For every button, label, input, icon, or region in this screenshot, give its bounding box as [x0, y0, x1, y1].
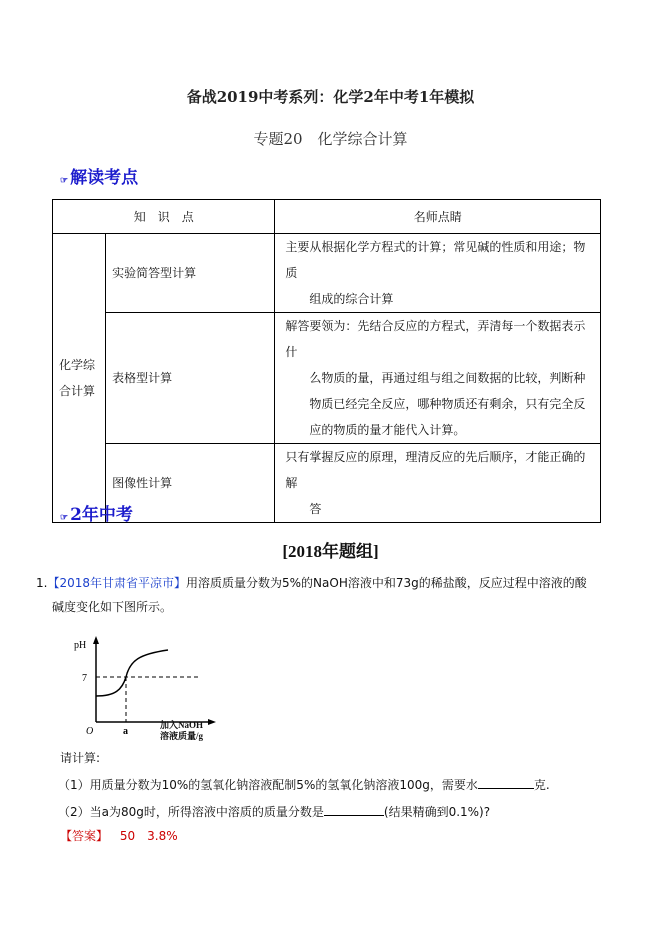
answer-values: 50 3.8% — [119, 829, 178, 843]
tip-rest: 组成的综合计算 — [309, 292, 394, 306]
tip-line: 主要从根据化学方程式的计算；常见碱的性质和用途；物质 — [285, 240, 586, 280]
tip-line: 只有掌握反应的原理，理清反应的先后顺序，才能正确的解 — [285, 450, 586, 490]
question-line: 用溶质质量分数为5%的NaOH溶液中和73g的稀盐酸，反应过程中溶液的酸 — [186, 576, 587, 590]
page-subtitle: 专题20 化学综合计算 — [253, 130, 408, 148]
origin-label: O — [86, 726, 94, 734]
sub-question-1 — [58, 773, 550, 797]
table-row — [53, 444, 601, 523]
sub-question-text: 克. — [533, 778, 550, 792]
section-heading-text: 解读考点 — [70, 168, 139, 188]
x-axis-label-line: 溶液质量/g — [160, 731, 204, 741]
category-cell: 化学综合计算 — [53, 234, 106, 523]
answer-blank-2[interactable] — [324, 803, 384, 816]
x-axis-label — [160, 720, 203, 742]
tip-cell — [275, 234, 601, 313]
pointing-hand-icon: ☞ — [60, 513, 69, 523]
section-heading-text: 2年中考 — [70, 505, 133, 525]
tip-rest: 么物质的量，再通过组与组之间数据的比较，判断种物质已经完全反应，哪种物质还有剩余，只有完全反应的物质的量才能代入计算。 — [309, 371, 586, 437]
header-tips: 名师点睛 — [275, 200, 601, 234]
x-axis-label-line: 加入NaOH — [160, 720, 204, 730]
page-title: 备战2019中考系列：化学2年中考1年模拟 — [186, 88, 475, 106]
y-tick-7: 7 — [82, 673, 87, 684]
sub-question-text: （1）用质量分数为10%的氢氧化钠溶液配制5%的氢氧化钠溶液100g，需要水 — [58, 778, 478, 792]
table-row — [53, 234, 601, 313]
section-heading-two-years — [60, 500, 133, 525]
ph-graph — [70, 632, 240, 734]
table-row — [53, 313, 601, 444]
question-text — [36, 571, 587, 619]
table-header-row — [53, 200, 601, 234]
question-source: 【2018年甘肃省平凉市】 — [47, 576, 186, 590]
section-heading-key-points — [60, 163, 138, 188]
ph-curve — [96, 650, 168, 696]
sub-question-2 — [58, 800, 490, 824]
prompt: 请计算: — [60, 751, 101, 765]
question-line: 碱度变化如下图所示。 — [52, 600, 173, 614]
topic-cell: 实验简答型计算 — [106, 234, 275, 313]
tip-rest: 答 — [309, 502, 322, 516]
answer-blank-1[interactable] — [478, 776, 534, 789]
x-axis-arrow-icon — [208, 719, 216, 725]
x-tick-a: a — [123, 726, 128, 734]
sub-question-text: (结果精确到0.1%)? — [383, 805, 491, 819]
answer-label: 【答案】 — [60, 829, 109, 843]
tip-cell — [275, 313, 601, 444]
tip-cell — [275, 444, 601, 523]
topic-cell: 表格型计算 — [106, 313, 275, 444]
key-points-table — [52, 199, 601, 523]
header-knowledge: 知 识 点 — [53, 200, 275, 234]
answer — [60, 827, 178, 844]
y-axis-label: pH — [74, 640, 87, 651]
sub-question-text: （2）当a为80g时，所得溶液中溶质的质量分数是 — [58, 805, 324, 819]
y-axis-arrow-icon — [93, 636, 99, 644]
topic-cell: 图像性计算 — [106, 444, 275, 523]
question-number: 1. — [36, 576, 48, 590]
pointing-hand-icon: ☞ — [60, 176, 69, 186]
group-title: [2018年题组] — [282, 542, 379, 561]
tip-line: 解答要领为：先结合反应的方程式，弄清每一个数据表示什 — [285, 319, 586, 359]
